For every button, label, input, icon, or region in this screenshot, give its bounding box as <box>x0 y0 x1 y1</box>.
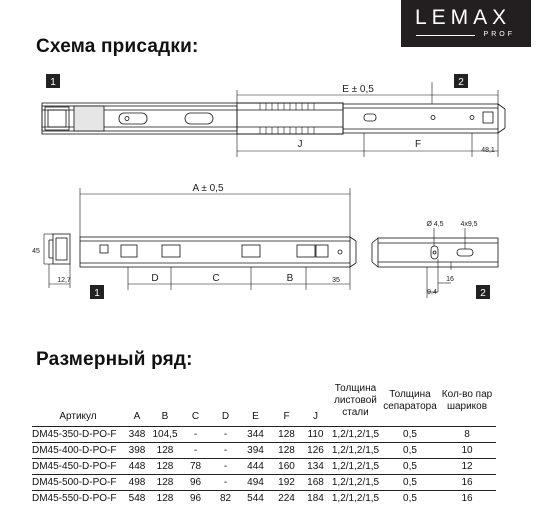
cell-balls: 16 <box>438 491 496 506</box>
cell-c: - <box>180 427 211 443</box>
cell-steel: 1,2/1,2/1,5 <box>329 491 382 506</box>
dim-45: 45 <box>32 248 40 255</box>
col-separator: Толщина сепаратора <box>382 375 438 427</box>
cell-d: - <box>211 475 240 491</box>
brand-sub: PROF <box>484 31 515 38</box>
dim-b: B <box>287 273 294 284</box>
hole-detail <box>372 238 498 267</box>
cell-separator: 0,5 <box>382 475 438 491</box>
dim-f: F <box>415 139 421 150</box>
cell-article: DM45-350-D-PO-F <box>32 427 124 443</box>
marker-2-top: 2 <box>458 77 464 88</box>
cell-j: 134 <box>302 459 329 475</box>
cell-c: 96 <box>180 491 211 506</box>
col-b: B <box>150 375 180 427</box>
cell-j: 126 <box>302 443 329 459</box>
cell-c: 78 <box>180 459 211 475</box>
cell-e: 494 <box>240 475 271 491</box>
cell-d: - <box>211 459 240 475</box>
col-balls: Кол-во пар шариков <box>438 375 496 427</box>
cell-e: 344 <box>240 427 271 443</box>
col-j: J <box>302 375 329 427</box>
dim-48-1: 48,1 <box>481 147 495 154</box>
marker-2-detail: 2 <box>480 288 486 299</box>
cell-steel: 1,2/1,2/1,5 <box>329 427 382 443</box>
dim-c: C <box>212 273 219 284</box>
table-row <box>32 443 496 459</box>
dim-hole-d45: Ø 4,5 <box>426 221 443 228</box>
col-d: D <box>211 375 240 427</box>
cell-f: 224 <box>271 491 302 506</box>
cell-d: - <box>211 427 240 443</box>
cell-separator: 0,5 <box>382 491 438 506</box>
cell-d: - <box>211 443 240 459</box>
cell-j: 110 <box>302 427 329 443</box>
cell-e: 544 <box>240 491 271 506</box>
sizes-table <box>32 375 496 506</box>
col-a: A <box>124 375 150 427</box>
scheme-heading: Схема присадки: <box>36 36 199 58</box>
cell-d: 82 <box>211 491 240 506</box>
cell-f: 128 <box>271 443 302 459</box>
cell-c: - <box>180 443 211 459</box>
cell-balls: 16 <box>438 475 496 491</box>
cell-separator: 0,5 <box>382 427 438 443</box>
dim-9-4: 9,4 <box>427 289 437 296</box>
slide-cross-section <box>49 234 70 264</box>
cell-balls: 10 <box>438 443 496 459</box>
cell-a: 348 <box>124 427 150 443</box>
cell-a: 498 <box>124 475 150 491</box>
cell-a: 548 <box>124 491 150 506</box>
cell-j: 168 <box>302 475 329 491</box>
col-e: E <box>240 375 271 427</box>
cell-b: 128 <box>150 443 180 459</box>
col-f: F <box>271 375 302 427</box>
cell-e: 444 <box>240 459 271 475</box>
dim-12-7: 12,7 <box>57 277 71 284</box>
cell-e: 394 <box>240 443 271 459</box>
table-row <box>32 459 496 475</box>
table-row <box>32 475 496 491</box>
cell-a: 398 <box>124 443 150 459</box>
dim-d: D <box>151 273 158 284</box>
cell-steel: 1,2/1,2/1,5 <box>329 443 382 459</box>
cell-f: 192 <box>271 475 302 491</box>
cell-f: 160 <box>271 459 302 475</box>
cell-a: 448 <box>124 459 150 475</box>
cell-b: 128 <box>150 491 180 506</box>
dim-e: E ± 0,5 <box>342 84 374 95</box>
table-header-row <box>32 375 496 427</box>
cell-steel: 1,2/1,2/1,5 <box>329 475 382 491</box>
marker-1-top: 1 <box>50 77 56 88</box>
sizes-heading: Размерный ряд: <box>36 349 193 371</box>
cell-b: 104,5 <box>150 427 180 443</box>
cell-article: DM45-550-D-PO-F <box>32 491 124 506</box>
marker-1-side: 1 <box>94 288 100 299</box>
dim-j: J <box>298 139 303 150</box>
cell-b: 128 <box>150 459 180 475</box>
cell-separator: 0,5 <box>382 443 438 459</box>
cell-article: DM45-450-D-PO-F <box>32 459 124 475</box>
cell-separator: 0,5 <box>382 459 438 475</box>
cell-f: 128 <box>271 427 302 443</box>
cell-balls: 8 <box>438 427 496 443</box>
cell-article: DM45-400-D-PO-F <box>32 443 124 459</box>
slide-side-view <box>80 237 356 267</box>
cell-b: 128 <box>150 475 180 491</box>
dim-16: 16 <box>446 276 454 283</box>
brand-name: LEMAX <box>415 6 511 30</box>
dim-35: 35 <box>332 277 340 284</box>
cell-article: DM45-500-D-PO-F <box>32 475 124 491</box>
dim-a: A ± 0,5 <box>192 183 224 194</box>
slide-assembly-top <box>42 103 505 134</box>
cell-j: 184 <box>302 491 329 506</box>
cell-c: 96 <box>180 475 211 491</box>
col-c: C <box>180 375 211 427</box>
col-article: Артикул <box>32 375 124 427</box>
table-row <box>32 427 496 443</box>
cell-balls: 12 <box>438 459 496 475</box>
dim-slot-4x9-5: 4x9,5 <box>460 221 477 228</box>
cell-steel: 1,2/1,2/1,5 <box>329 459 382 475</box>
col-steel: Толщина листовой стали <box>329 375 382 427</box>
